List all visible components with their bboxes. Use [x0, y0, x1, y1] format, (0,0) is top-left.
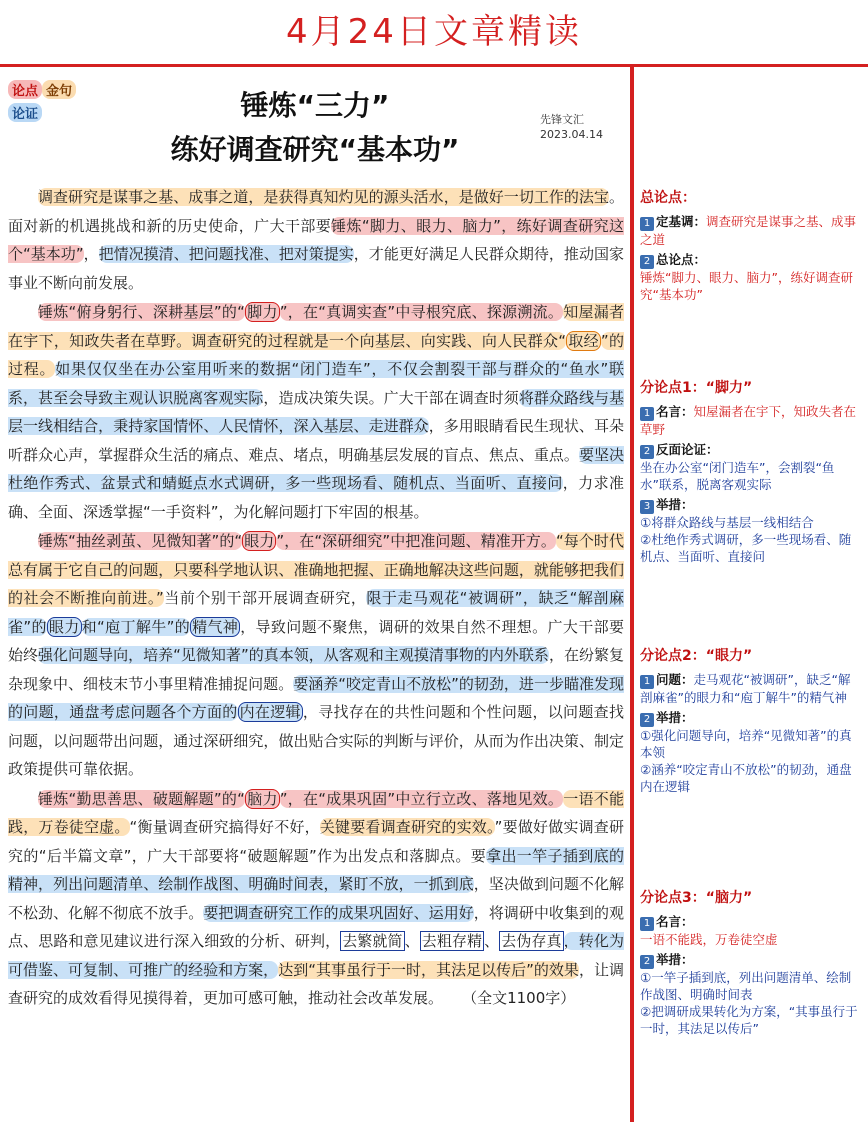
divider-line [630, 67, 634, 1122]
page-header [0, 0, 868, 67]
note-sub2: 分论点2：“眼力” 1 问题：走马观花“被调研”，缺乏“解剖麻雀”的眼力和“庖丁解牛”的精气神 2 举措： ①强化问题导向，培养“见微知著”的真本领 ②涵养“咬定青山不放松”的韧劲，通盘内在逻辑 [640, 648, 852, 794]
paragraph-4: 锤炼“勤思善思、破题解题”的“ 脑力 ”，在“成果巩固”中立行立改、落地见效。一语不能践，万卷徒空虚。“衡量调查研究搞得好不好，关键要看调查研究的实效。”要做好做实调查研究的“后半篇文章”，广大干部要将“破题解题”作为出发点和落脚点。要拿出一竿子插到底的精神，列出问题清单、绘制作战图、明确时间表，紧盯不放，一抓到底，坚决做到问题不化解不松劲、化解不彻底不放手。要把调查研究工作的成果巩固好、运用好，将调研中收集到的观点、思路和意见建议进行深入细致的分析、研判， 去繁就简 、 去粗存精 、 去伪存真 ，转化为可借鉴、可复制、可推广的经验和方案，达到“其事虽行于一时，其法足以传后”的效果，让调查研究的成效看得见摸得着，更加可感可触，推动社会改革发展。 （全文1100字） [8, 789, 624, 1007]
paragraph-2: 锤炼“俯身躬行、深耕基层”的“ 脚力 ”，在“真调实查”中寻根究底、探源溯流。知屋漏者在宇下，知政失者在草野。调查研究的过程就是一个向基层、向实践、向人民群众“ 取经 ”的过程。如果仅仅坐在办公室用听来的数据“闭门造车”，不仅会割裂干部与群众的“鱼水”联系，甚至会导致主观认识脱离客观实际，造成决策失误。广大干部在调查时须将群众路线与基层一线相结合，秉持家国情怀、人民情怀，深入基层、走进群众，多用眼睛看民生现状、耳朵听群众心声，掌握群众生活的痛点、难点、堵点，明确基层发展的盲点、焦点、重点。要坚决杜绝作秀式、盆景式和蜻蜓点水式调研，多一些现场看、随机点、当面听、直接问，力求准确、全面、深透掌握“一手资料”，为化解问题打下牢固的根基。 [8, 303, 624, 521]
word-count: （全文1100字） [462, 989, 576, 1007]
paragraph-3: 锤炼“抽丝剥茧、见微知著”的“ 眼力 ”，在“深研细究”中把准问题、精准开方。“每个时代总有属于它自己的问题，只要科学地认识、准确地把握、正确地解决这些问题，就能够把我们的社会不断推向前进。”当前个别干部开展调查研究，限于走马观花“被调研”，缺乏“解剖麻雀”的 眼力 和“庖丁解牛”的 精气神 ，导致问题不聚焦，调研的效果自然不理想。广大干部要始终强化问题导向，培养“见微知著”的真本领，从客观和主观摸清事物的内外联系，在纷繁复杂现象中、细枝末节小事里精准捕捉问题。要涵养“咬定青山不放松”的韧劲，进一步瞄准发现的问题，通盘考虑问题各个方面的 内在逻辑 ，寻找存在的共性问题和个性问题，以问题查找问题，以问题带出问题，通过深研细究，做出贴合实际的判断与评价，从而为作出决策、制定政策提供可靠依据。 [8, 532, 624, 778]
legend-lunzheng: 论证 [8, 103, 42, 122]
legend-lundian: 论点 [8, 80, 42, 99]
article-meta [540, 112, 603, 142]
article-title: 锤炼“三力” 练好调查研究“基本功” [170, 89, 460, 166]
article-date: 2023.04.14 [540, 128, 603, 141]
note-total: 总论点： 1 定基调：调查研究是谋事之基、成事之道 2 总论点： 锤炼“脚力、眼力、脑力”，练好调查研究“基本功” [640, 190, 857, 302]
page-title: 4月24日文章精读 [286, 12, 582, 52]
note-sub1: 分论点1：“脚力” 1 名言：知屋漏者在宇下，知政失者在草野 2 反面论证： 坐在办公室“闭门造车”，会割裂“鱼水”联系，脱离客观实际 3 举措： ①将群众路线与基层一线相结合 ②杜绝作秀式调研，多一些现场看、随机点、当面听、直接问 [640, 380, 857, 564]
article-body [8, 183, 624, 1014]
legend-jinju: 金句 [42, 80, 76, 99]
note-sub3: 分论点3：“脑力” 1 名言： 一语不能践，万卷徒空虚 2 举措： ①一竿子插到底，列出问题清单、绘制作战图、明确时间表 ②把调研成果转化为方案，“其事虽行于一时，其法足以传后” [640, 890, 858, 1036]
paragraph-1: 调查研究是谋事之基、成事之道，是获得真知灼见的源头活水，是做好一切工作的法宝。面对新的机遇挑战和新的历史使命，广大干部要锤炼“脚力、眼力、脑力”，练好调查研究这个“基本功”，把情况摸清、把问题找准、把对策提实，才能更好满足人民群众期待，推动国家事业不断向前发展。 [8, 188, 624, 292]
article-source: 先锋文汇 [540, 113, 584, 126]
legend [8, 80, 76, 126]
